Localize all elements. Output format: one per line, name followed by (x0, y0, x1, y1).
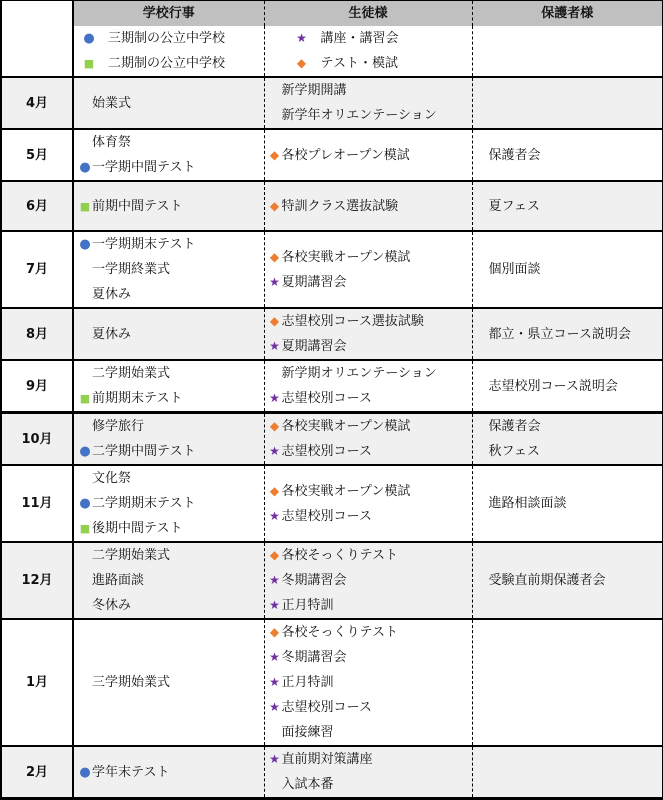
purple-star-icon: ★ (269, 508, 280, 523)
event-label: 冬休み (92, 598, 132, 613)
legend-item: ■ 二期制の公立中学校 (78, 51, 264, 76)
school-events-cell (73, 746, 264, 799)
event-label: 体育祭 (92, 135, 132, 150)
event-item (268, 194, 472, 219)
event-item (268, 670, 472, 695)
event-item (78, 593, 264, 618)
event-item (268, 414, 472, 439)
student-events-cell (264, 413, 472, 466)
school-events-cell (73, 465, 264, 542)
parent-event-label: 個別面談 (488, 262, 541, 277)
purple-star-icon: ★ (269, 444, 280, 458)
header-students: 生徒様 (264, 1, 472, 27)
student-events-cell (264, 746, 472, 799)
purple-star-icon: ★ (269, 339, 280, 353)
legend-parent-cell (472, 26, 663, 77)
event-label: 冬期講習会 (281, 650, 347, 665)
green-square-icon: ■ (79, 199, 91, 213)
orange-diamond-icon: ◆ (296, 56, 307, 70)
orange-diamond-icon: ◆ (269, 147, 280, 162)
event-item (78, 257, 264, 282)
parent-event-label: 夏フェス (488, 198, 540, 214)
parent-events-cell (472, 308, 663, 360)
month-label: 9月 (1, 360, 73, 413)
header-row (1, 1, 663, 27)
purple-star-icon: ★ (269, 650, 280, 664)
event-item (268, 143, 472, 168)
event-label: 二学期中間テスト (92, 444, 196, 459)
month-label: 8月 (1, 308, 73, 360)
month-row (1, 542, 663, 619)
month-label: 6月 (1, 181, 73, 231)
parent-events-cell (472, 746, 663, 799)
event-label: 修学旅行 (92, 419, 145, 434)
month-row (1, 77, 663, 129)
event-item (268, 309, 472, 334)
parent-event-label: 保護者会 (488, 147, 541, 163)
purple-star-icon: ★ (269, 675, 280, 689)
event-label: 入試本番 (281, 777, 334, 792)
month-row (1, 129, 663, 181)
event-item (268, 439, 472, 464)
event-item (78, 439, 264, 464)
event-label: 新学期オリエンテーション (281, 366, 437, 381)
orange-diamond-icon: ◆ (269, 419, 280, 433)
parent-event-label: 志望校別コース説明会 (488, 378, 618, 394)
legend-student-cell (264, 26, 472, 77)
parent-event-label: 進路相談面談 (488, 496, 567, 511)
event-label: 直前期対策講座 (281, 752, 373, 767)
school-events-cell (73, 360, 264, 413)
student-events-cell (264, 619, 472, 746)
legend-item: ★ 講座・講習会 (291, 26, 472, 51)
event-label: 始業式 (92, 95, 132, 111)
event-label: 志望校別コース (281, 391, 372, 406)
event-label: 三学期始業式 (92, 675, 171, 690)
month-row (1, 413, 663, 466)
school-events-cell (73, 77, 264, 129)
blue-circle-icon: ● (79, 764, 91, 780)
student-events-cell (264, 360, 472, 413)
legend-item: ● 三期制の公立中学校 (78, 26, 264, 51)
purple-star-icon: ★ (296, 31, 307, 45)
legend-school-cell (73, 26, 264, 77)
event-label: 志望校別コース (281, 444, 372, 459)
parent-events-cell (472, 465, 663, 542)
parent-events-cell (472, 231, 663, 308)
event-label: 特訓クラス選抜試験 (281, 198, 399, 214)
school-events-cell (73, 413, 264, 466)
event-label: 新学期開講 (281, 83, 347, 98)
event-label: 正月特訓 (281, 598, 334, 613)
blue-circle-icon: ● (79, 160, 91, 175)
month-row (1, 231, 663, 308)
orange-diamond-icon: ◆ (269, 483, 280, 498)
event-item (268, 504, 472, 529)
legend-month-cell (1, 26, 73, 77)
event-item (268, 543, 472, 568)
event-label: 後期中間テスト (92, 521, 183, 536)
event-item (78, 155, 264, 180)
orange-diamond-icon: ◆ (269, 314, 280, 328)
school-events-cell (73, 542, 264, 619)
student-events-cell (264, 77, 472, 129)
event-label: 夏期講習会 (281, 274, 347, 290)
parent-events-cell (472, 129, 663, 181)
event-item (78, 491, 264, 516)
purple-star-icon: ★ (269, 752, 280, 766)
blue-circle-icon: ● (79, 444, 91, 459)
green-square-icon: ■ (79, 392, 91, 405)
school-events-cell (73, 231, 264, 308)
event-label: 一学期終業式 (92, 262, 171, 277)
event-label: 各校そっくりテスト (281, 625, 398, 640)
purple-star-icon: ★ (269, 391, 280, 405)
parent-events-cell (472, 77, 663, 129)
parent-events-cell (472, 542, 663, 619)
event-label: 一学期期末テスト (92, 237, 196, 252)
event-item (78, 414, 264, 439)
month-row (1, 360, 663, 413)
event-item (268, 747, 472, 772)
event-item (268, 645, 472, 670)
month-label: 5月 (1, 129, 73, 181)
month-label: 4月 (1, 77, 73, 129)
school-events-cell (73, 308, 264, 360)
event-label: 各校そっくりテスト (281, 548, 398, 563)
header-corner-cell (1, 1, 73, 27)
event-item (268, 245, 472, 270)
event-label: 夏休み (92, 326, 132, 342)
event-label: 志望校別コース選抜試験 (281, 314, 424, 329)
event-item (78, 91, 264, 116)
event-item (268, 78, 472, 103)
purple-star-icon: ★ (269, 598, 280, 612)
event-label: 新学年オリエンテーション (281, 108, 437, 123)
month-row (1, 465, 663, 542)
parent-events-cell (472, 619, 663, 746)
event-item (268, 695, 472, 720)
header-school-events: 学校行事 (73, 1, 264, 27)
event-label: 各校プレオープン模試 (281, 147, 410, 163)
parent-events-cell (472, 360, 663, 413)
month-row (1, 308, 663, 360)
event-item (78, 568, 264, 593)
event-item (268, 720, 472, 745)
orange-diamond-icon: ◆ (269, 625, 280, 639)
event-label: 二学期期末テスト (92, 496, 196, 511)
orange-diamond-icon: ◆ (269, 198, 280, 213)
event-label: 志望校別コース (281, 700, 372, 715)
month-label: 7月 (1, 231, 73, 308)
green-square-icon: ■ (83, 57, 95, 70)
parent-event-label: 都立・県立コース説明会 (488, 326, 631, 342)
school-events-cell (73, 619, 264, 746)
event-item (78, 322, 264, 347)
blue-circle-icon: ● (79, 496, 91, 511)
event-item (268, 103, 472, 128)
event-item (268, 593, 472, 618)
blue-circle-icon: ● (79, 237, 91, 252)
event-item (268, 479, 472, 504)
legend-row (1, 26, 663, 77)
event-label: 面接練習 (281, 725, 334, 740)
school-events-cell (73, 181, 264, 231)
purple-star-icon: ★ (269, 700, 280, 714)
orange-diamond-icon: ◆ (269, 249, 280, 264)
legend-item: ◆ テスト・模試 (291, 51, 472, 76)
event-item (268, 334, 472, 359)
student-events-cell (264, 542, 472, 619)
event-label: 進路面談 (92, 573, 145, 588)
event-label: 夏休み (92, 287, 132, 302)
event-item (78, 516, 264, 541)
event-label: 二学期始業式 (92, 366, 171, 381)
parent-events-cell (472, 181, 663, 231)
event-item (78, 194, 264, 219)
event-item (78, 282, 264, 307)
event-label: 各校実戦オープン模試 (281, 483, 411, 499)
event-label: 前期中間テスト (92, 198, 183, 214)
orange-diamond-icon: ◆ (269, 548, 280, 562)
student-events-cell (264, 181, 472, 231)
event-label: 夏期講習会 (281, 339, 347, 354)
event-item (78, 232, 264, 257)
header-parents: 保護者様 (472, 1, 663, 27)
purple-star-icon: ★ (269, 573, 280, 587)
month-label: 2月 (1, 746, 73, 799)
event-label: 二学期始業式 (92, 548, 171, 563)
event-label: 前期期末テスト (92, 391, 183, 406)
event-item (268, 568, 472, 593)
event-item (78, 130, 264, 155)
student-events-cell (264, 129, 472, 181)
event-label: 文化祭 (92, 471, 132, 486)
event-label: 一学期中間テスト (92, 160, 196, 175)
event-item (268, 361, 472, 386)
school-events-cell (73, 129, 264, 181)
green-square-icon: ■ (79, 522, 91, 535)
event-label: 冬期講習会 (281, 573, 347, 588)
month-row (1, 181, 663, 231)
month-label: 12月 (1, 542, 73, 619)
event-label: 志望校別コース (281, 508, 372, 524)
event-item (78, 760, 264, 785)
event-item (268, 270, 472, 295)
event-item (78, 466, 264, 491)
month-label: 1月 (1, 619, 73, 746)
student-events-cell (264, 308, 472, 360)
event-item (78, 670, 264, 695)
parent-event-label: 受験直前期保護者会 (488, 573, 606, 588)
event-item (78, 543, 264, 568)
parent-event-label: 秋フェス (488, 444, 540, 459)
month-row (1, 746, 663, 799)
event-item (78, 386, 264, 411)
purple-star-icon: ★ (269, 274, 280, 289)
event-item (268, 386, 472, 411)
month-label: 10月 (1, 413, 73, 466)
event-item (268, 620, 472, 645)
event-label: 学年末テスト (92, 764, 170, 780)
student-events-cell (264, 231, 472, 308)
event-label: 各校実戦オープン模試 (281, 419, 411, 434)
event-label: 正月特訓 (281, 675, 334, 690)
student-events-cell (264, 465, 472, 542)
month-row (1, 619, 663, 746)
blue-circle-icon: ● (83, 31, 95, 46)
event-label: 各校実戦オープン模試 (281, 249, 411, 265)
month-label: 11月 (1, 465, 73, 542)
parent-events-cell (472, 413, 663, 466)
parent-event-label: 保護者会 (488, 419, 541, 434)
event-item (78, 361, 264, 386)
